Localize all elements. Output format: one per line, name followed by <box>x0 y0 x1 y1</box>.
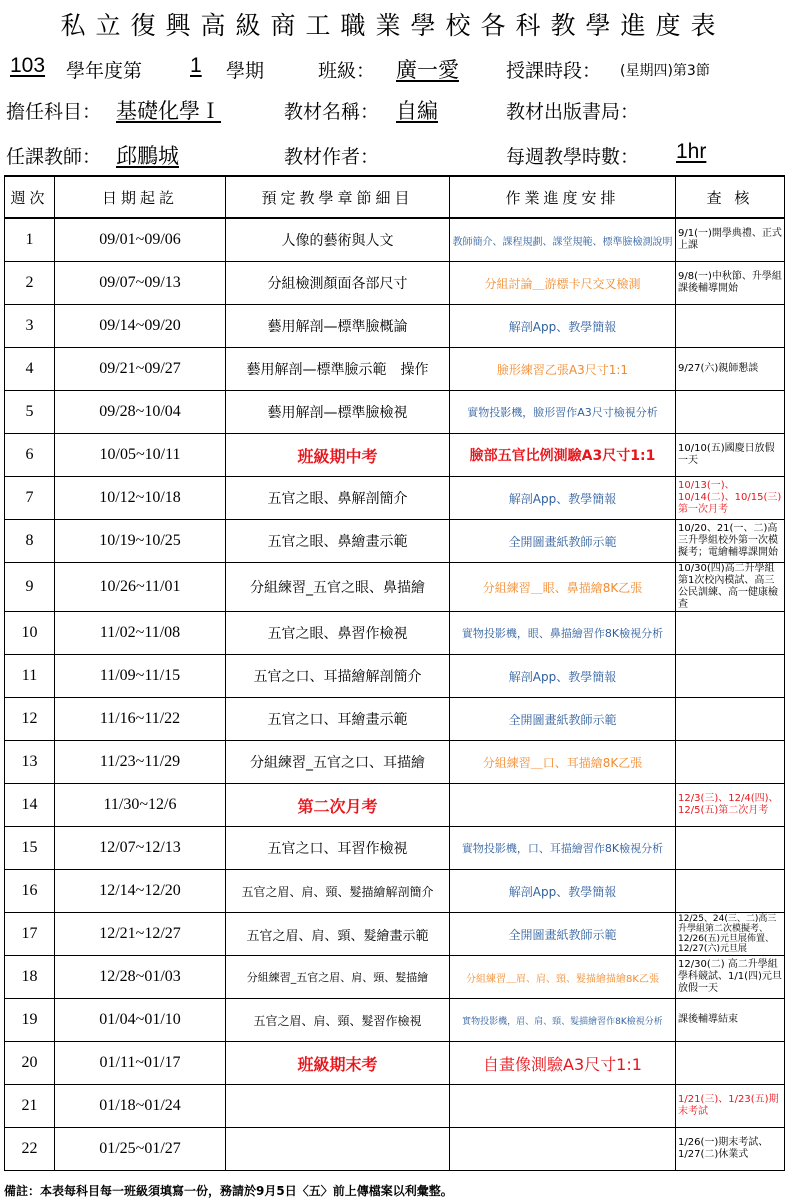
schedule-table <box>4 175 785 1171</box>
week-number: 5 <box>5 391 55 434</box>
table-row <box>5 999 785 1042</box>
check-note <box>676 698 785 741</box>
week-number: 14 <box>5 784 55 827</box>
homework: 實物投影機，臉形習作A3尺寸檢視分析 <box>450 391 676 434</box>
week-number: 15 <box>5 827 55 870</box>
chapter: 五官之眉、肩、頸、髮繪畫示範 <box>226 913 450 956</box>
homework: 分組練習＿口、耳描繪8K乙張 <box>450 741 676 784</box>
homework: 自畫像測驗A3尺寸1:1 <box>450 1042 676 1085</box>
date-range: 09/07~09/13 <box>55 262 226 305</box>
date-range: 11/30~12/6 <box>55 784 226 827</box>
week-number: 21 <box>5 1085 55 1128</box>
table-row <box>5 218 785 262</box>
chapter <box>226 1085 450 1128</box>
chapter: 五官之眉、肩、頸、髮描繪解剖簡介 <box>226 870 450 913</box>
chapter: 藝用解剖—標準臉概論 <box>226 305 450 348</box>
check-note: 12/30(二) 高二升學組學科競試、1/1(四)元旦放假一天 <box>676 956 785 999</box>
check-note <box>676 391 785 434</box>
homework: 實物投影機，眼、鼻描繪習作8K檢視分析 <box>450 612 676 655</box>
table-header-row <box>5 176 785 218</box>
date-range: 12/07~12/13 <box>55 827 226 870</box>
year-label: 學年度第 <box>66 60 143 82</box>
check-note: 10/30(四)高二升學組第1次校內模試、高三公民訓練、高一健康檢查 <box>676 563 785 612</box>
table-row <box>5 434 785 477</box>
chapter: 人像的藝術與人文 <box>226 218 450 262</box>
homework: 全開圖畫紙教師示範 <box>450 913 676 956</box>
check-note: 1/26(一)期末考試、1/27(二)休業式 <box>676 1128 785 1171</box>
week-number: 12 <box>5 698 55 741</box>
date-range: 10/26~11/01 <box>55 563 226 612</box>
chapter: 五官之眼、鼻繪畫示範 <box>226 520 450 563</box>
table-row <box>5 827 785 870</box>
date-range: 12/21~12/27 <box>55 913 226 956</box>
table-row <box>5 520 785 563</box>
homework: 臉部五官比例測驗A3尺寸1:1 <box>450 434 676 477</box>
date-range: 09/28~10/04 <box>55 391 226 434</box>
date-range: 11/02~11/08 <box>55 612 226 655</box>
check-note: 10/20、21(一、二)高三升學組校外第一次模擬考；電繪輔導課開始 <box>676 520 785 563</box>
homework: 全開圖畫紙教師示範 <box>450 698 676 741</box>
homework: 解剖App、教學簡報 <box>450 655 676 698</box>
table-row <box>5 784 785 827</box>
class-label: 班級： <box>318 60 376 82</box>
week-number: 18 <box>5 956 55 999</box>
week-number: 19 <box>5 999 55 1042</box>
check-note: 12/25、24(三、二)高三升學組第二次模擬考、12/26(五)元旦展佈置、12/27(六)元旦展 <box>676 913 785 956</box>
homework: 解剖App、教學簡報 <box>450 305 676 348</box>
table-row <box>5 913 785 956</box>
week-number: 10 <box>5 612 55 655</box>
chapter: 分組檢測顏面各部尺寸 <box>226 262 450 305</box>
date-range: 01/18~01/24 <box>55 1085 226 1128</box>
table-row <box>5 741 785 784</box>
homework: 臉形練習乙張A3尺寸1:1 <box>450 348 676 391</box>
semester-label: 學期 <box>226 60 265 82</box>
check-note <box>676 1042 785 1085</box>
chapter: 班級期中考 <box>226 434 450 477</box>
table-row <box>5 1085 785 1128</box>
check-note <box>676 305 785 348</box>
week-number: 9 <box>5 563 55 612</box>
date-range: 10/05~10/11 <box>55 434 226 477</box>
check-note: 9/1(一)開學典禮、正式上課 <box>676 218 785 262</box>
chapter: 五官之口、耳習作檢視 <box>226 827 450 870</box>
chapter: 藝用解剖—標準臉示範 操作 <box>226 348 450 391</box>
header-date: 日期起訖 <box>55 176 226 218</box>
subject-value: 基礎化學Ｉ <box>116 99 221 123</box>
date-range: 09/14~09/20 <box>55 305 226 348</box>
header-week: 週次 <box>5 176 55 218</box>
chapter: 五官之眉、肩、頸、髮習作檢視 <box>226 999 450 1042</box>
hours-value: 1hr <box>676 140 707 163</box>
date-range: 12/14~12/20 <box>55 870 226 913</box>
week-number: 6 <box>5 434 55 477</box>
table-row <box>5 1042 785 1085</box>
date-range: 01/11~01/17 <box>55 1042 226 1085</box>
homework <box>450 1085 676 1128</box>
date-range: 11/09~11/15 <box>55 655 226 698</box>
homework <box>450 1128 676 1171</box>
header-chapter: 預定教學章節細目 <box>226 176 450 218</box>
homework: 實物投影機，眉、肩、頸、髮描繪習作8K檢視分析 <box>450 999 676 1042</box>
class-value: 廣一愛 <box>396 58 459 82</box>
week-number: 7 <box>5 477 55 520</box>
chapter: 分組練習_五官之眉、肩、頸、髮描繪 <box>226 956 450 999</box>
chapter: 五官之眼、鼻習作檢視 <box>226 612 450 655</box>
subject-label: 擔任科目： <box>6 101 102 123</box>
table-row <box>5 956 785 999</box>
check-note <box>676 827 785 870</box>
check-note: 1/21(三)、1/23(五)期末考試 <box>676 1085 785 1128</box>
homework <box>450 784 676 827</box>
check-note: 12/3(三)、12/4(四)、12/5(五)第二次月考 <box>676 784 785 827</box>
week-number: 2 <box>5 262 55 305</box>
table-row <box>5 698 785 741</box>
material-value: 自編 <box>396 99 438 123</box>
check-note: 9/27(六)親師懇談 <box>676 348 785 391</box>
week-number: 13 <box>5 741 55 784</box>
check-note: 課後輔導結束 <box>676 999 785 1042</box>
date-range: 01/04~01/10 <box>55 999 226 1042</box>
time-value: (星期四)第3節 <box>620 63 710 79</box>
week-number: 11 <box>5 655 55 698</box>
teacher-label: 任課教師： <box>6 146 102 168</box>
header-homework: 作業進度安排 <box>450 176 676 218</box>
year-value: 103 <box>10 54 46 77</box>
homework: 解剖App、教學簡報 <box>450 870 676 913</box>
week-number: 1 <box>5 218 55 262</box>
week-number: 20 <box>5 1042 55 1085</box>
check-note: 10/13(一)、10/14(二)、10/15(三)第一次月考 <box>676 477 785 520</box>
check-note: 10/10(五)國慶日放假一天 <box>676 434 785 477</box>
table-row <box>5 870 785 913</box>
date-range: 11/23~11/29 <box>55 741 226 784</box>
homework: 實物投影機，口、耳描繪習作8K檢視分析 <box>450 827 676 870</box>
publisher-label: 教材出版書局： <box>506 101 640 123</box>
week-number: 8 <box>5 520 55 563</box>
time-label: 授課時段： <box>506 60 602 82</box>
footnote: 備註：本表每科目每一班級須填寫一份，務請於9月5日〈五〉前上傳檔案以利彙整。 <box>4 1184 453 1198</box>
chapter: 五官之眼、鼻解剖簡介 <box>226 477 450 520</box>
check-note <box>676 870 785 913</box>
table-row <box>5 563 785 612</box>
date-range: 12/28~01/03 <box>55 956 226 999</box>
table-row <box>5 655 785 698</box>
homework: 分組討論＿游標卡尺交叉檢測 <box>450 262 676 305</box>
material-label: 教材名稱： <box>284 101 380 123</box>
week-number: 4 <box>5 348 55 391</box>
table-row <box>5 612 785 655</box>
table-row <box>5 348 785 391</box>
chapter: 五官之口、耳描繪解剖簡介 <box>226 655 450 698</box>
homework: 教師簡介、課程規劃、課堂規範、標準臉檢測說明 <box>450 218 676 262</box>
chapter: 藝用解剖—標準臉檢視 <box>226 391 450 434</box>
check-note <box>676 741 785 784</box>
hours-label: 每週教學時數： <box>506 146 640 168</box>
chapter: 分組練習_五官之口、耳描繪 <box>226 741 450 784</box>
homework: 分組練習＿眉、肩、頸、髮描繪描繪8K乙張 <box>450 956 676 999</box>
semester-value: 1 <box>190 54 202 77</box>
week-number: 3 <box>5 305 55 348</box>
header-check: 查 核 <box>676 176 785 218</box>
homework: 分組練習＿眼、鼻描繪8K乙張 <box>450 563 676 612</box>
date-range: 01/25~01/27 <box>55 1128 226 1171</box>
table-row <box>5 262 785 305</box>
table-row <box>5 391 785 434</box>
check-note: 9/8(一)中秋節、升學組課後輔導開始 <box>676 262 785 305</box>
chapter <box>226 1128 450 1171</box>
homework: 解剖App、教學簡報 <box>450 477 676 520</box>
check-note <box>676 655 785 698</box>
week-number: 16 <box>5 870 55 913</box>
week-number: 22 <box>5 1128 55 1171</box>
chapter: 分組練習_五官之眼、鼻描繪 <box>226 563 450 612</box>
chapter: 班級期末考 <box>226 1042 450 1085</box>
check-note <box>676 612 785 655</box>
teacher-value: 邱鵬城 <box>116 144 179 168</box>
date-range: 10/19~10/25 <box>55 520 226 563</box>
chapter: 第二次月考 <box>226 784 450 827</box>
date-range: 11/16~11/22 <box>55 698 226 741</box>
chapter: 五官之口、耳繪畫示範 <box>226 698 450 741</box>
homework: 全開圖畫紙教師示範 <box>450 520 676 563</box>
table-row <box>5 1128 785 1171</box>
date-range: 09/01~09/06 <box>55 218 226 262</box>
week-number: 17 <box>5 913 55 956</box>
date-range: 10/12~10/18 <box>55 477 226 520</box>
author-label: 教材作者： <box>284 146 380 168</box>
date-range: 09/21~09/27 <box>55 348 226 391</box>
table-row <box>5 477 785 520</box>
table-row <box>5 305 785 348</box>
page-title: 私立復興高級商工職業學校各科教學進度表 <box>60 11 726 40</box>
